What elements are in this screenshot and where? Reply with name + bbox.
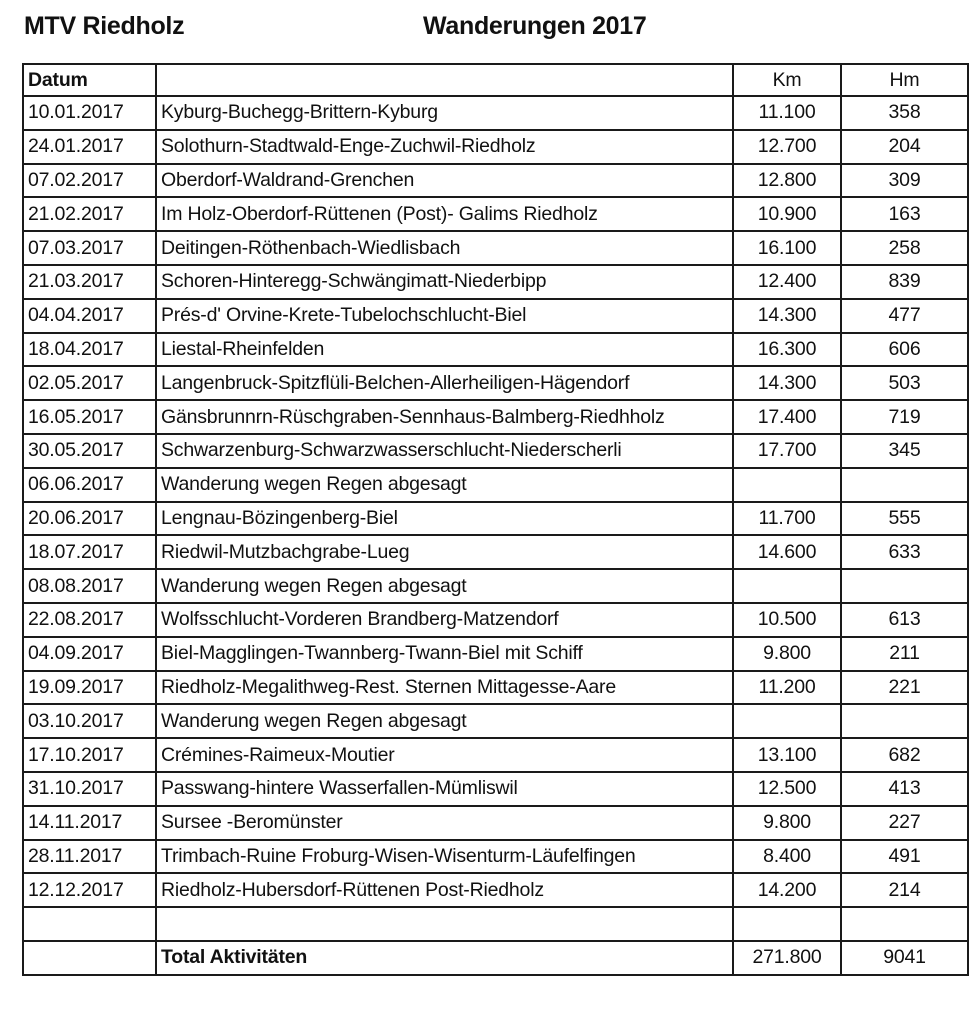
route-cell [156,907,733,941]
route-cell: Liestal-Rheinfelden [156,333,733,367]
date-cell: 12.12.2017 [23,873,156,907]
date-cell: 18.07.2017 [23,535,156,569]
table-header-row [23,64,968,96]
km-cell: 17.400 [733,400,841,434]
total-date-cell [23,941,156,975]
hm-cell: 491 [841,840,968,874]
hm-cell [841,704,968,738]
table-row [23,130,968,164]
km-cell: 17.700 [733,434,841,468]
hm-cell: 719 [841,400,968,434]
table-row [23,231,968,265]
km-cell: 10.900 [733,197,841,231]
km-cell: 12.400 [733,265,841,299]
table-row [23,704,968,738]
table-row [23,873,968,907]
hm-cell: 613 [841,603,968,637]
km-cell [733,468,841,502]
route-cell: Prés-d' Orvine-Krete-Tubelochschlucht-Biel [156,299,733,333]
date-cell: 16.05.2017 [23,400,156,434]
hm-cell [841,907,968,941]
route-cell: Riedholz-Hubersdorf-Rüttenen Post-Riedholz [156,873,733,907]
table-row [23,535,968,569]
hm-cell: 309 [841,164,968,198]
club-name: MTV Riedholz [24,12,185,40]
km-cell: 10.500 [733,603,841,637]
route-cell: Lengnau-Bözingenberg-Biel [156,502,733,536]
table-row [23,772,968,806]
date-cell: 31.10.2017 [23,772,156,806]
date-cell: 14.11.2017 [23,806,156,840]
route-cell: Oberdorf-Waldrand-Grenchen [156,164,733,198]
date-cell: 04.04.2017 [23,299,156,333]
route-cell: Schoren-Hinteregg-Schwängimatt-Niederbipp [156,265,733,299]
date-cell: 03.10.2017 [23,704,156,738]
route-cell: Wolfsschlucht-Vorderen Brandberg-Matzendorf [156,603,733,637]
km-cell: 11.200 [733,671,841,705]
table-row [23,164,968,198]
km-cell: 16.100 [733,231,841,265]
date-cell: 22.08.2017 [23,603,156,637]
table-row [23,806,968,840]
route-cell: Langenbruck-Spitzflüli-Belchen-Allerheiligen-Hägendorf [156,366,733,400]
date-cell: 19.09.2017 [23,671,156,705]
table-row [23,569,968,603]
route-cell: Passwang-hintere Wasserfallen-Mümliswil [156,772,733,806]
hm-cell: 358 [841,96,968,130]
km-cell: 12.500 [733,772,841,806]
date-cell [23,907,156,941]
route-cell: Deitingen-Röthenbach-Wiedlisbach [156,231,733,265]
route-cell: Wanderung wegen Regen abgesagt [156,704,733,738]
hm-cell: 211 [841,637,968,671]
km-cell [733,569,841,603]
table-row [23,366,968,400]
date-cell: 07.03.2017 [23,231,156,265]
route-cell: Sursee -Beromünster [156,806,733,840]
total-km: 271.800 [733,941,841,975]
total-hm: 9041 [841,941,968,975]
km-cell: 14.300 [733,299,841,333]
date-cell: 30.05.2017 [23,434,156,468]
km-cell: 16.300 [733,333,841,367]
km-cell: 14.300 [733,366,841,400]
route-cell: Trimbach-Ruine Froburg-Wisen-Wisenturm-Läufelfingen [156,840,733,874]
total-label: Total Aktivitäten [156,941,733,975]
date-cell: 17.10.2017 [23,738,156,772]
table-row [23,840,968,874]
table-row [23,738,968,772]
total-row [23,941,968,975]
table-row [23,197,968,231]
route-cell: Riedwil-Mutzbachgrabe-Lueg [156,535,733,569]
date-cell: 06.06.2017 [23,468,156,502]
hm-cell: 345 [841,434,968,468]
date-cell: 07.02.2017 [23,164,156,198]
km-cell [733,907,841,941]
column-header-hm: Hm [841,64,968,96]
page-title: Wanderungen 2017 [423,12,647,40]
km-cell: 12.800 [733,164,841,198]
table-row [23,96,968,130]
hikes-table [22,63,969,976]
km-cell: 9.800 [733,806,841,840]
table-row [23,671,968,705]
hm-cell: 477 [841,299,968,333]
date-cell: 18.04.2017 [23,333,156,367]
route-cell: Schwarzenburg-Schwarzwasserschlucht-Niederscherli [156,434,733,468]
route-cell: Wanderung wegen Regen abgesagt [156,569,733,603]
km-cell: 9.800 [733,637,841,671]
column-header-km: Km [733,64,841,96]
km-cell: 11.100 [733,96,841,130]
route-cell: Gänsbrunnrn-Rüschgraben-Sennhaus-Balmberg-Riedhholz [156,400,733,434]
table-row [23,400,968,434]
hm-cell: 227 [841,806,968,840]
table-row [23,637,968,671]
hm-cell: 204 [841,130,968,164]
date-cell: 28.11.2017 [23,840,156,874]
route-cell: Kyburg-Buchegg-Brittern-Kyburg [156,96,733,130]
table-row [23,907,968,941]
route-cell: Wanderung wegen Regen abgesagt [156,468,733,502]
route-cell: Crémines-Raimeux-Moutier [156,738,733,772]
hm-cell: 221 [841,671,968,705]
hm-cell: 682 [841,738,968,772]
column-header-route [156,64,733,96]
hm-cell: 839 [841,265,968,299]
km-cell: 12.700 [733,130,841,164]
hm-cell [841,468,968,502]
column-header-date: Datum [23,64,156,96]
km-cell [733,704,841,738]
hm-cell [841,569,968,603]
route-cell: Im Holz-Oberdorf-Rüttenen (Post)- Galims Riedholz [156,197,733,231]
km-cell: 11.700 [733,502,841,536]
hm-cell: 214 [841,873,968,907]
date-cell: 08.08.2017 [23,569,156,603]
date-cell: 21.03.2017 [23,265,156,299]
table-row [23,265,968,299]
hm-cell: 413 [841,772,968,806]
date-cell: 10.01.2017 [23,96,156,130]
date-cell: 20.06.2017 [23,502,156,536]
table-row [23,333,968,367]
hm-cell: 503 [841,366,968,400]
table-body [23,96,968,941]
hm-cell: 633 [841,535,968,569]
table-row [23,434,968,468]
route-cell: Riedholz-Megalithweg-Rest. Sternen Mittagesse-Aare [156,671,733,705]
date-cell: 21.02.2017 [23,197,156,231]
date-cell: 24.01.2017 [23,130,156,164]
km-cell: 14.200 [733,873,841,907]
date-cell: 02.05.2017 [23,366,156,400]
km-cell: 8.400 [733,840,841,874]
route-cell: Biel-Magglingen-Twannberg-Twann-Biel mit Schiff [156,637,733,671]
route-cell: Solothurn-Stadtwald-Enge-Zuchwil-Riedholz [156,130,733,164]
km-cell: 13.100 [733,738,841,772]
hm-cell: 258 [841,231,968,265]
hm-cell: 606 [841,333,968,367]
table-row [23,502,968,536]
date-cell: 04.09.2017 [23,637,156,671]
table-row [23,603,968,637]
hm-cell: 163 [841,197,968,231]
km-cell: 14.600 [733,535,841,569]
table-row [23,468,968,502]
hm-cell: 555 [841,502,968,536]
table-row [23,299,968,333]
